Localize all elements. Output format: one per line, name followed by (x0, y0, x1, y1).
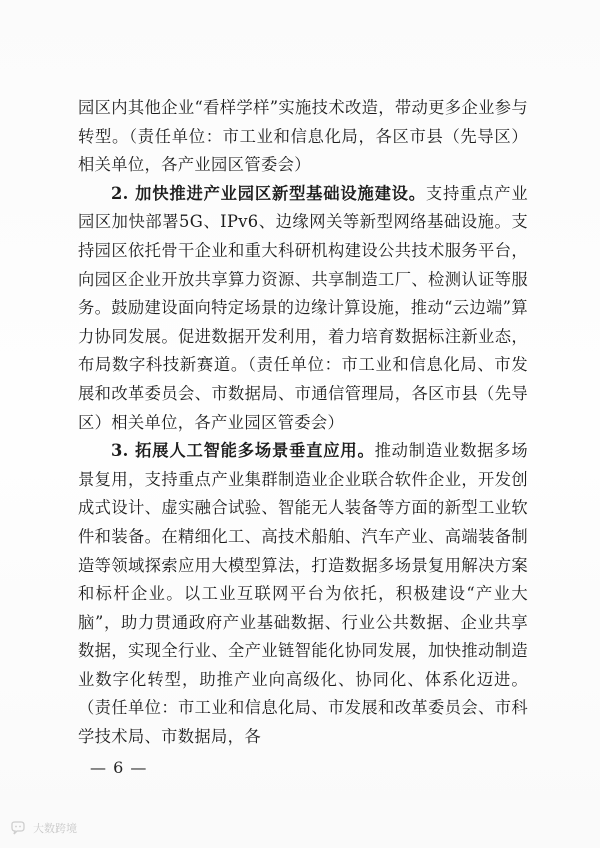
watermark-text: 大数跨境 (33, 822, 77, 835)
paragraph-continuation (78, 94, 528, 180)
chat-bubble-logo-icon (10, 821, 30, 835)
section-2-heading: 2. 加快推进产业园区新型基础设施建设。 (111, 183, 426, 203)
section-3-heading: 3. 拓展人工智能多场景垂直应用。 (111, 441, 375, 461)
page-number: — 6 — (90, 758, 148, 777)
document-body (78, 94, 528, 752)
watermark (10, 820, 77, 836)
paragraph-section-2 (78, 180, 528, 437)
section-2-text: 支持重点产业园区加快部署5G、IPv6、边缘网关等新型网络基础设施。支持园区依托骨干企业和重大科研机构建设公共技术服务平台，向园区企业开放共享算力资源、共享制造工厂、检测认证等服务。鼓励建设面向特定场景的边缘计算设施，推动“云边端”算力协同发展。促进数据开发利用，着力培育数据标注新业态，布局数字科技新赛道。（责任单位：市工业和信息化局、市发展和改革委员会、市数据局、市通信管理局，各区市县（先导区）相关单位，各产业园区管委会） (78, 183, 529, 432)
paragraph-section-3 (78, 437, 528, 752)
paragraph-1-text: 园区内其他企业“看样学样”实施技术改造，带动更多企业参与转型。（责任单位：市工业和信息化局，各区市县（先导区）相关单位，各产业园区管委会） (78, 98, 528, 175)
section-3-text: 推动制造业数据多场景复用，支持重点产业集群制造业企业联合软件企业，开发创成式设计、虚实融合试验、智能无人装备等方面的新型工业软件和装备。在精细化工、高技术船舶、汽车产业、高端装备制造等领域探索应用大模型算法，打造数据多场景复用解决方案和标杆企业。以工业互联网平台为依托，积极建设“产业大脑”，助力贯通政府产业基础数据、行业公共数据、企业共享数据，实现全行业、全产业链智能化协同发展，加快推动制造业数字化转型，助推产业向高级化、协同化、体系化迈进。（责任单位：市工业和信息化局、市发展和改革委员会、市科学技术局、市数据局，各 (78, 441, 528, 747)
